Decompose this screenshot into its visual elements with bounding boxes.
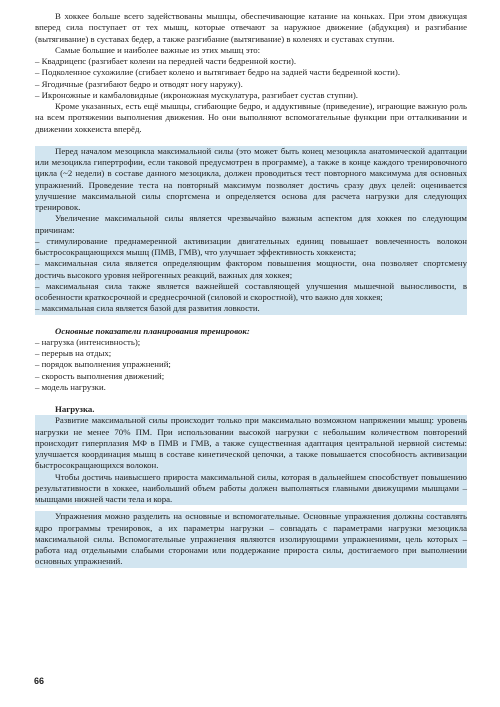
list-item-muscle: – Подколенное сухожилие (сгибает колено и вытягивает бедро на задней части бедренной кости). xyxy=(35,67,401,78)
list-item-reason: – максимальная сила является определяющим фактором повышения мощности, она позволяет спортсмену достичь высокого уровня нейрогенных реакций, важных для хоккея; xyxy=(35,258,467,280)
section-spacer xyxy=(35,135,467,146)
paragraph-exercises: Упражнения можно разделить на основные и вспомогательные. Основные упражнения должны составлять ядро программы тренировок, а их параметры нагрузки – совпадать с параметрами нагрузки мезоцикла максимальной силы. Вспомогательные упражнения являются изолирующими упражнениями, цель которых – работа над отдельными слабыми сторонами или поддержание прироста силы, достигаемого при выполнении основных упражнений. xyxy=(35,511,467,567)
paragraph-max-test: Перед началом мезоцикла максимальной силы (это может быть конец мезоцикла анатомической адаптации или мезоцикла гипертрофии, если таковой предусмотрен в программе), а также в конце каждого тренировочного цикла (~2 недели) в составе данного мезоцикла, должен проводиться тест повторного максимума для основных упражнений. Проведение теста на повторный максимум позволяет достичь сразу двух целей: оценивается улучшение максимальной силы спортсмена и определяется основа для расчета нагрузки для следующих тренировок. xyxy=(35,145,467,212)
list-item-muscle: – Квадрицепс (разгибает колени на передней части бедренной кости). xyxy=(35,56,297,66)
paragraph-main-muscles: Самые большие и наиболее важные из этих мышц это: xyxy=(55,44,261,55)
list-item-reason: – стимулирование преднамеренной активизации двигательных единиц повышает вовлеченность волокон быстросокращающихся мышц (ПМВ, ГМВ), что улучшает эффективность хоккеиста; xyxy=(35,235,467,257)
page-number: 66 xyxy=(34,676,45,686)
paragraph-main-movers: Чтобы достичь наивысшего прироста максимальной силы, которая в дальнейшем способствует повышению результативности в хоккее, наибольший объем работы должен выполняться главными движущими мышцами – мышцами нижней части тела и кора. xyxy=(35,471,467,504)
list-item-muscle: – Ягодичные (разгибают бедро и отводят ногу наружу). xyxy=(35,78,243,89)
load-heading: Нагрузка. xyxy=(55,404,95,414)
paragraph-load: Развитие максимальной силы происходит только при максимально возможном напряжении мышц: уровень нагрузки не менее 70% ПМ. При использовании высокой нагрузки с небольшим количеством повторений происходит гиперплазия МФ в ПМВ и ГМВ, а также существенная адаптация центральной нервной системы: улучшается координация мышц в составе кинетической цепочки, а также повышается способность активизации быстросокращающихся волокон. xyxy=(35,415,467,471)
list-item-muscle: – Икроножные и камбаловидные (икроножная мускулатура, разгибает сустав ступни). xyxy=(35,89,358,100)
planning-item: – перерыв на отдых; xyxy=(35,348,112,358)
page-body xyxy=(35,11,467,568)
planning-heading: Основные показатели планирования тренировок: xyxy=(55,325,250,336)
planning-item: – нагрузка (интенсивность); xyxy=(35,336,141,347)
paragraph-muscles-intro: В хоккее больше всего задействованы мышцы, обеспечивающие катание на коньках. При этом движущая вперед сила поступает от тех мышц, которые отвечают за наружное движение (абдукция) и разгибание (вытягивание) в суставах бедер, а также разгибание (вытягивание) в коленях и суставах ступни. xyxy=(35,11,467,44)
section-spacer xyxy=(35,393,467,404)
planning-item: – модель нагрузки. xyxy=(35,381,106,392)
list-item-reason: – максимальная сила является базой для развития ловкости. xyxy=(35,303,467,314)
planning-item: – скорость выполнения движений; xyxy=(35,370,165,381)
planning-item: – порядок выполнения упражнений; xyxy=(35,359,171,370)
paragraph-max-strength-reasons: Увеличение максимальной силы является чрезвычайно важным аспектом для хоккея по следующим причинам: xyxy=(35,213,467,235)
section-spacer xyxy=(35,315,467,326)
list-item-reason: – максимальная сила также является важнейшей составляющей улучшения мышечной выносливости, в особенности краткосрочной и среднесрочной (силовой и скоростной), что важно для хоккея; xyxy=(35,280,467,302)
paragraph-auxiliary-muscles: Кроме указанных, есть ещё мышцы, сгибающие бедро, и аддуктивные (приведение), играющие важную роль на всем протяжении выполнения движения. Но они выполняют вспомогательные функции при отталкивании и движении хоккеиста вперёд. xyxy=(35,101,467,134)
